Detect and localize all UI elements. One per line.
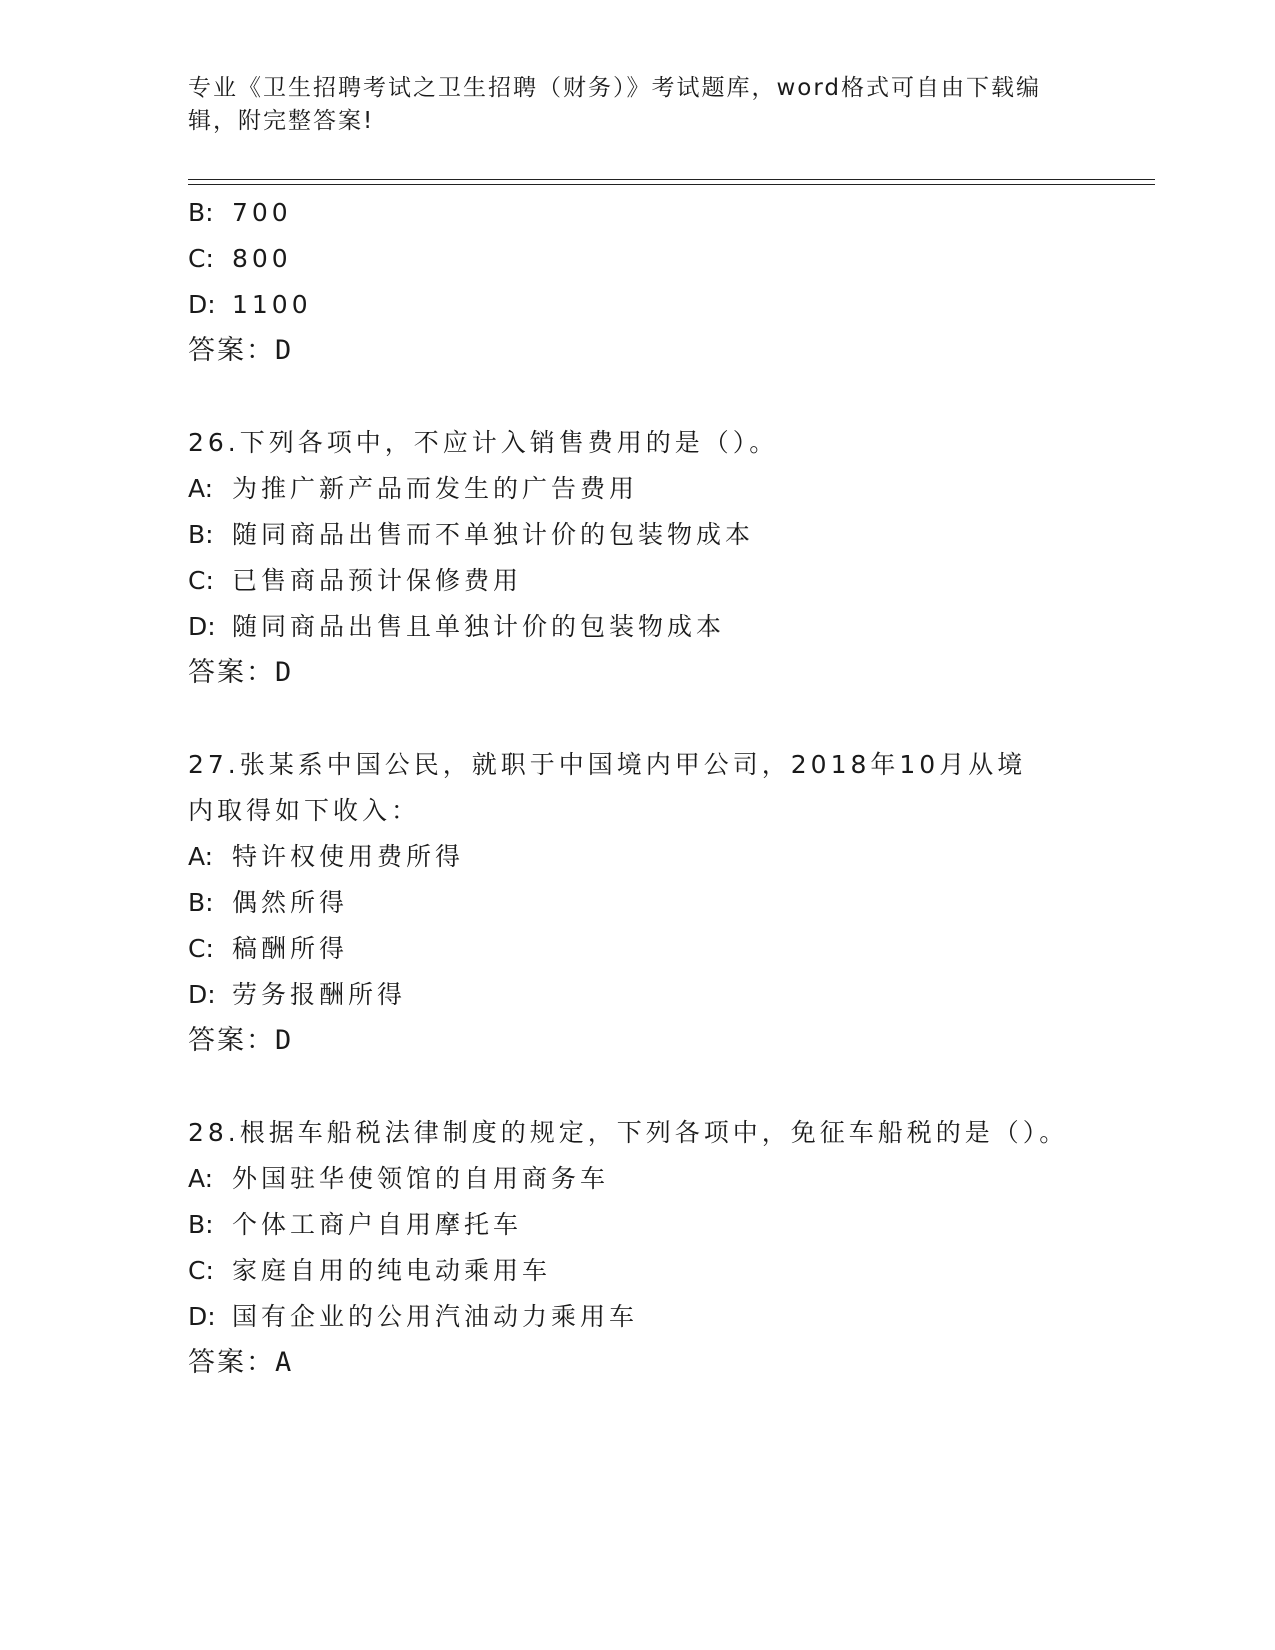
question-stem: 27.张某系中国公民，就职于中国境内甲公司，2018年10月从境内取得如下收入： (188, 750, 1027, 825)
option-d: D: 随同商品出售且单独计价的包装物成本 (188, 612, 726, 641)
answer-line: 答案：A (188, 1347, 293, 1378)
option-d: D: 1100 (188, 290, 312, 319)
option-a: A: 为推广新产品而发生的广告费用 (188, 474, 639, 503)
option-c: C: 稿酬所得 (188, 934, 349, 963)
question-26 (188, 420, 1088, 696)
answer-line: 答案：D (188, 657, 293, 688)
question-stem: 28.根据车船税法律制度的规定，下列各项中，免征车船税的是（）。 (188, 1118, 1069, 1147)
question-28 (188, 1110, 1088, 1386)
option-c: C: 800 (188, 244, 292, 273)
answer-line: 答案：D (188, 1025, 293, 1056)
option-d: D: 国有企业的公用汽油动力乘用车 (188, 1302, 639, 1331)
option-c: C: 已售商品预计保修费用 (188, 566, 523, 595)
option-b: B: 偶然所得 (188, 888, 349, 917)
header-divider-bottom (188, 184, 1155, 185)
option-b: B: 随同商品出售而不单独计价的包装物成本 (188, 520, 755, 549)
option-c: C: 家庭自用的纯电动乘用车 (188, 1256, 552, 1285)
option-a: A: 外国驻华使领馆的自用商务车 (188, 1164, 610, 1193)
option-b: B: 700 (188, 198, 292, 227)
document-header: 专业《卫生招聘考试之卫生招聘（财务）》考试题库，word格式可自由下载编辑，附完整答案! (188, 75, 1042, 134)
option-a: A: 特许权使用费所得 (188, 842, 465, 871)
question-stem: 26.下列各项中，不应计入销售费用的是（）。 (188, 428, 779, 457)
option-b: B: 个体工商户自用摩托车 (188, 1210, 523, 1239)
option-d: D: 劳务报酬所得 (188, 980, 407, 1009)
question-list (188, 190, 1088, 1386)
question-27 (188, 742, 1088, 1064)
partial-question (188, 190, 1088, 374)
header-divider-top (188, 179, 1155, 180)
answer-line: 答案：D (188, 335, 293, 366)
